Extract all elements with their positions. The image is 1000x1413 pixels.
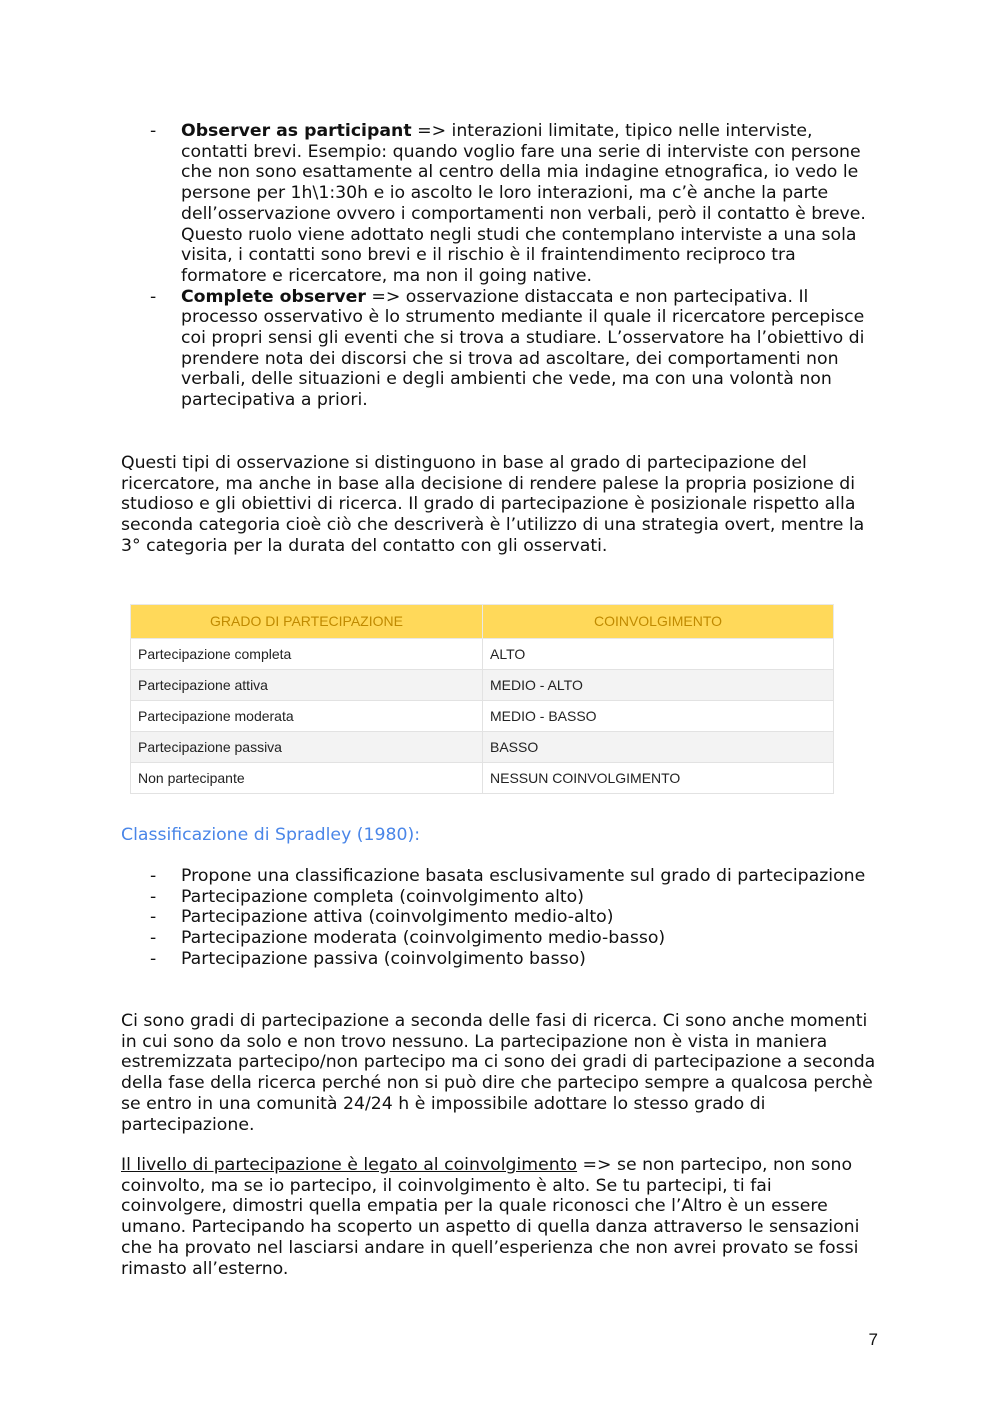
- list-item-text: Partecipazione completa (coinvolgimento alto): [181, 886, 584, 907]
- underlined-statement: Il livello di partecipazione è legato al coinvolgimento: [121, 1155, 578, 1175]
- list-item-text: Propone una classificazione basata esclusivamente sul grado di partecipazione: [181, 866, 866, 886]
- list-item-text: Partecipazione moderata (coinvolgimento medio-basso): [181, 928, 666, 949]
- table-cell: Non partecipante: [131, 763, 483, 794]
- list-item: [150, 928, 880, 949]
- paragraph-involvement: [121, 1155, 881, 1279]
- list-item-text: => interazioni limitate, tipico nelle interviste, contatti brevi. Esempio: quando voglio fare una serie di interviste con persone che non sono esattamente al centro della mia indagine etnografica, io vedo le persone per 1h\1:30h e io ascolto le loro interazioni, ma c’è anche la parte dell’osservazione ovvero i comportamenti non verbali, però il contatto è breve. Questo ruolo viene adottato negli studi che contemplano interviste a una sola visita, i contatti sono brevi e il rischio è il fraintendimento reciproco tra formatore e ricercatore, ma non il going native.: [181, 121, 866, 286]
- table-cell: Partecipazione moderata: [131, 701, 483, 732]
- list-item: [150, 121, 880, 287]
- table-cell: MEDIO - BASSO: [483, 701, 834, 732]
- table-cell: ALTO: [483, 639, 834, 670]
- list-item: [150, 907, 880, 928]
- list-item: [150, 949, 880, 970]
- table-header-row: [131, 605, 834, 639]
- table-cell: Partecipazione passiva: [131, 732, 483, 763]
- list-item: [150, 887, 880, 908]
- list-item-text: => osservazione distaccata e non partecipativa. Il processo osservativo è lo strumento mediante il quale il ricercatore percepisce coi propri sensi gli eventi che si trova a studiare. L’osservatore ha l’obiettivo di prendere nota dei discorsi che si trova ad ascoltare, dei comportamenti non verbali, delle situazioni e degli ambienti che vede, ma con una volontà non partecipativa a priori.: [181, 286, 865, 411]
- participation-table: [130, 604, 834, 794]
- bullet-dash: -: [150, 907, 157, 928]
- table-row: [131, 639, 834, 670]
- term-complete-observer: Complete observer: [181, 286, 366, 307]
- list-item: [150, 287, 880, 411]
- list-item-text: Partecipazione passiva (coinvolgimento basso): [181, 948, 586, 969]
- spradley-list: [150, 866, 880, 970]
- table-cell: NESSUN COINVOLGIMENTO: [483, 763, 834, 794]
- paragraph-phases: Ci sono gradi di partecipazione a seconda delle fasi di ricerca. Ci sono anche momenti in cui sono da solo e non trovo nessuno. La partecipazione non è vista in maniera estremizzata partecipo/non partecipo ma ci sono dei gradi di partecipazione a seconda della fase della ricerca perché non si può dire che partecipo sempre a qualcosa perchè se entro in una comunità 24/24 h è impossibile adottare lo stesso grado di partecipazione.: [121, 1011, 876, 1135]
- bullet-dash: -: [150, 928, 157, 949]
- table-row: [131, 670, 834, 701]
- paragraph-text: => se non partecipo, non sono coinvolto, ma se io partecipo, il coinvolgimento è alto. Se tu partecipi, ti fai coinvolgere, dimostri quella empatia per la quale riconosci che l’Altro è un essere umano. Partecipando ha scoperto un aspetto di quella danza attraverso le sensazioni che ha provato nel lasciarsi andare in quell’esperienza che non avrei provato se fossi rimasto all’esterno.: [121, 1155, 860, 1279]
- bullet-dash: -: [150, 286, 157, 307]
- table-row: [131, 732, 834, 763]
- table-row: [131, 763, 834, 794]
- list-item-text: Partecipazione attiva (coinvolgimento medio-alto): [181, 907, 614, 928]
- column-header-grado: GRADO DI PARTECIPAZIONE: [131, 605, 483, 639]
- paragraph-observation-types: Questi tipi di osservazione si distinguono in base al grado di partecipazione del ricercatore, ma anche in base alla decisione di rendere palese la propria posizione di studioso e gli obiettivi di ricerca. Il grado di partecipazione è posizionale rispetto alla seconda categoria cioè ciò che descriverà è l’utilizzo di una strategia overt, mentre la 3° categoria per la durata del contatto con gli osservati.: [121, 453, 865, 556]
- bullet-dash: -: [150, 948, 157, 969]
- term-observer-as-participant: Observer as participant: [181, 121, 412, 141]
- bullet-dash: -: [150, 866, 157, 886]
- table-cell: MEDIO - ALTO: [483, 670, 834, 701]
- list-item: [150, 866, 880, 887]
- page-number: 7: [868, 1330, 878, 1349]
- section-heading-spradley: Classificazione di Spradley (1980):: [121, 825, 421, 845]
- table-cell: Partecipazione attiva: [131, 670, 483, 701]
- table-cell: BASSO: [483, 732, 834, 763]
- table-cell: Partecipazione completa: [131, 639, 483, 670]
- table-row: [131, 701, 834, 732]
- bullet-dash: -: [150, 886, 157, 907]
- observer-roles-list: [150, 121, 880, 411]
- column-header-coinvolgimento: COINVOLGIMENTO: [483, 605, 834, 639]
- bullet-dash: -: [150, 121, 157, 141]
